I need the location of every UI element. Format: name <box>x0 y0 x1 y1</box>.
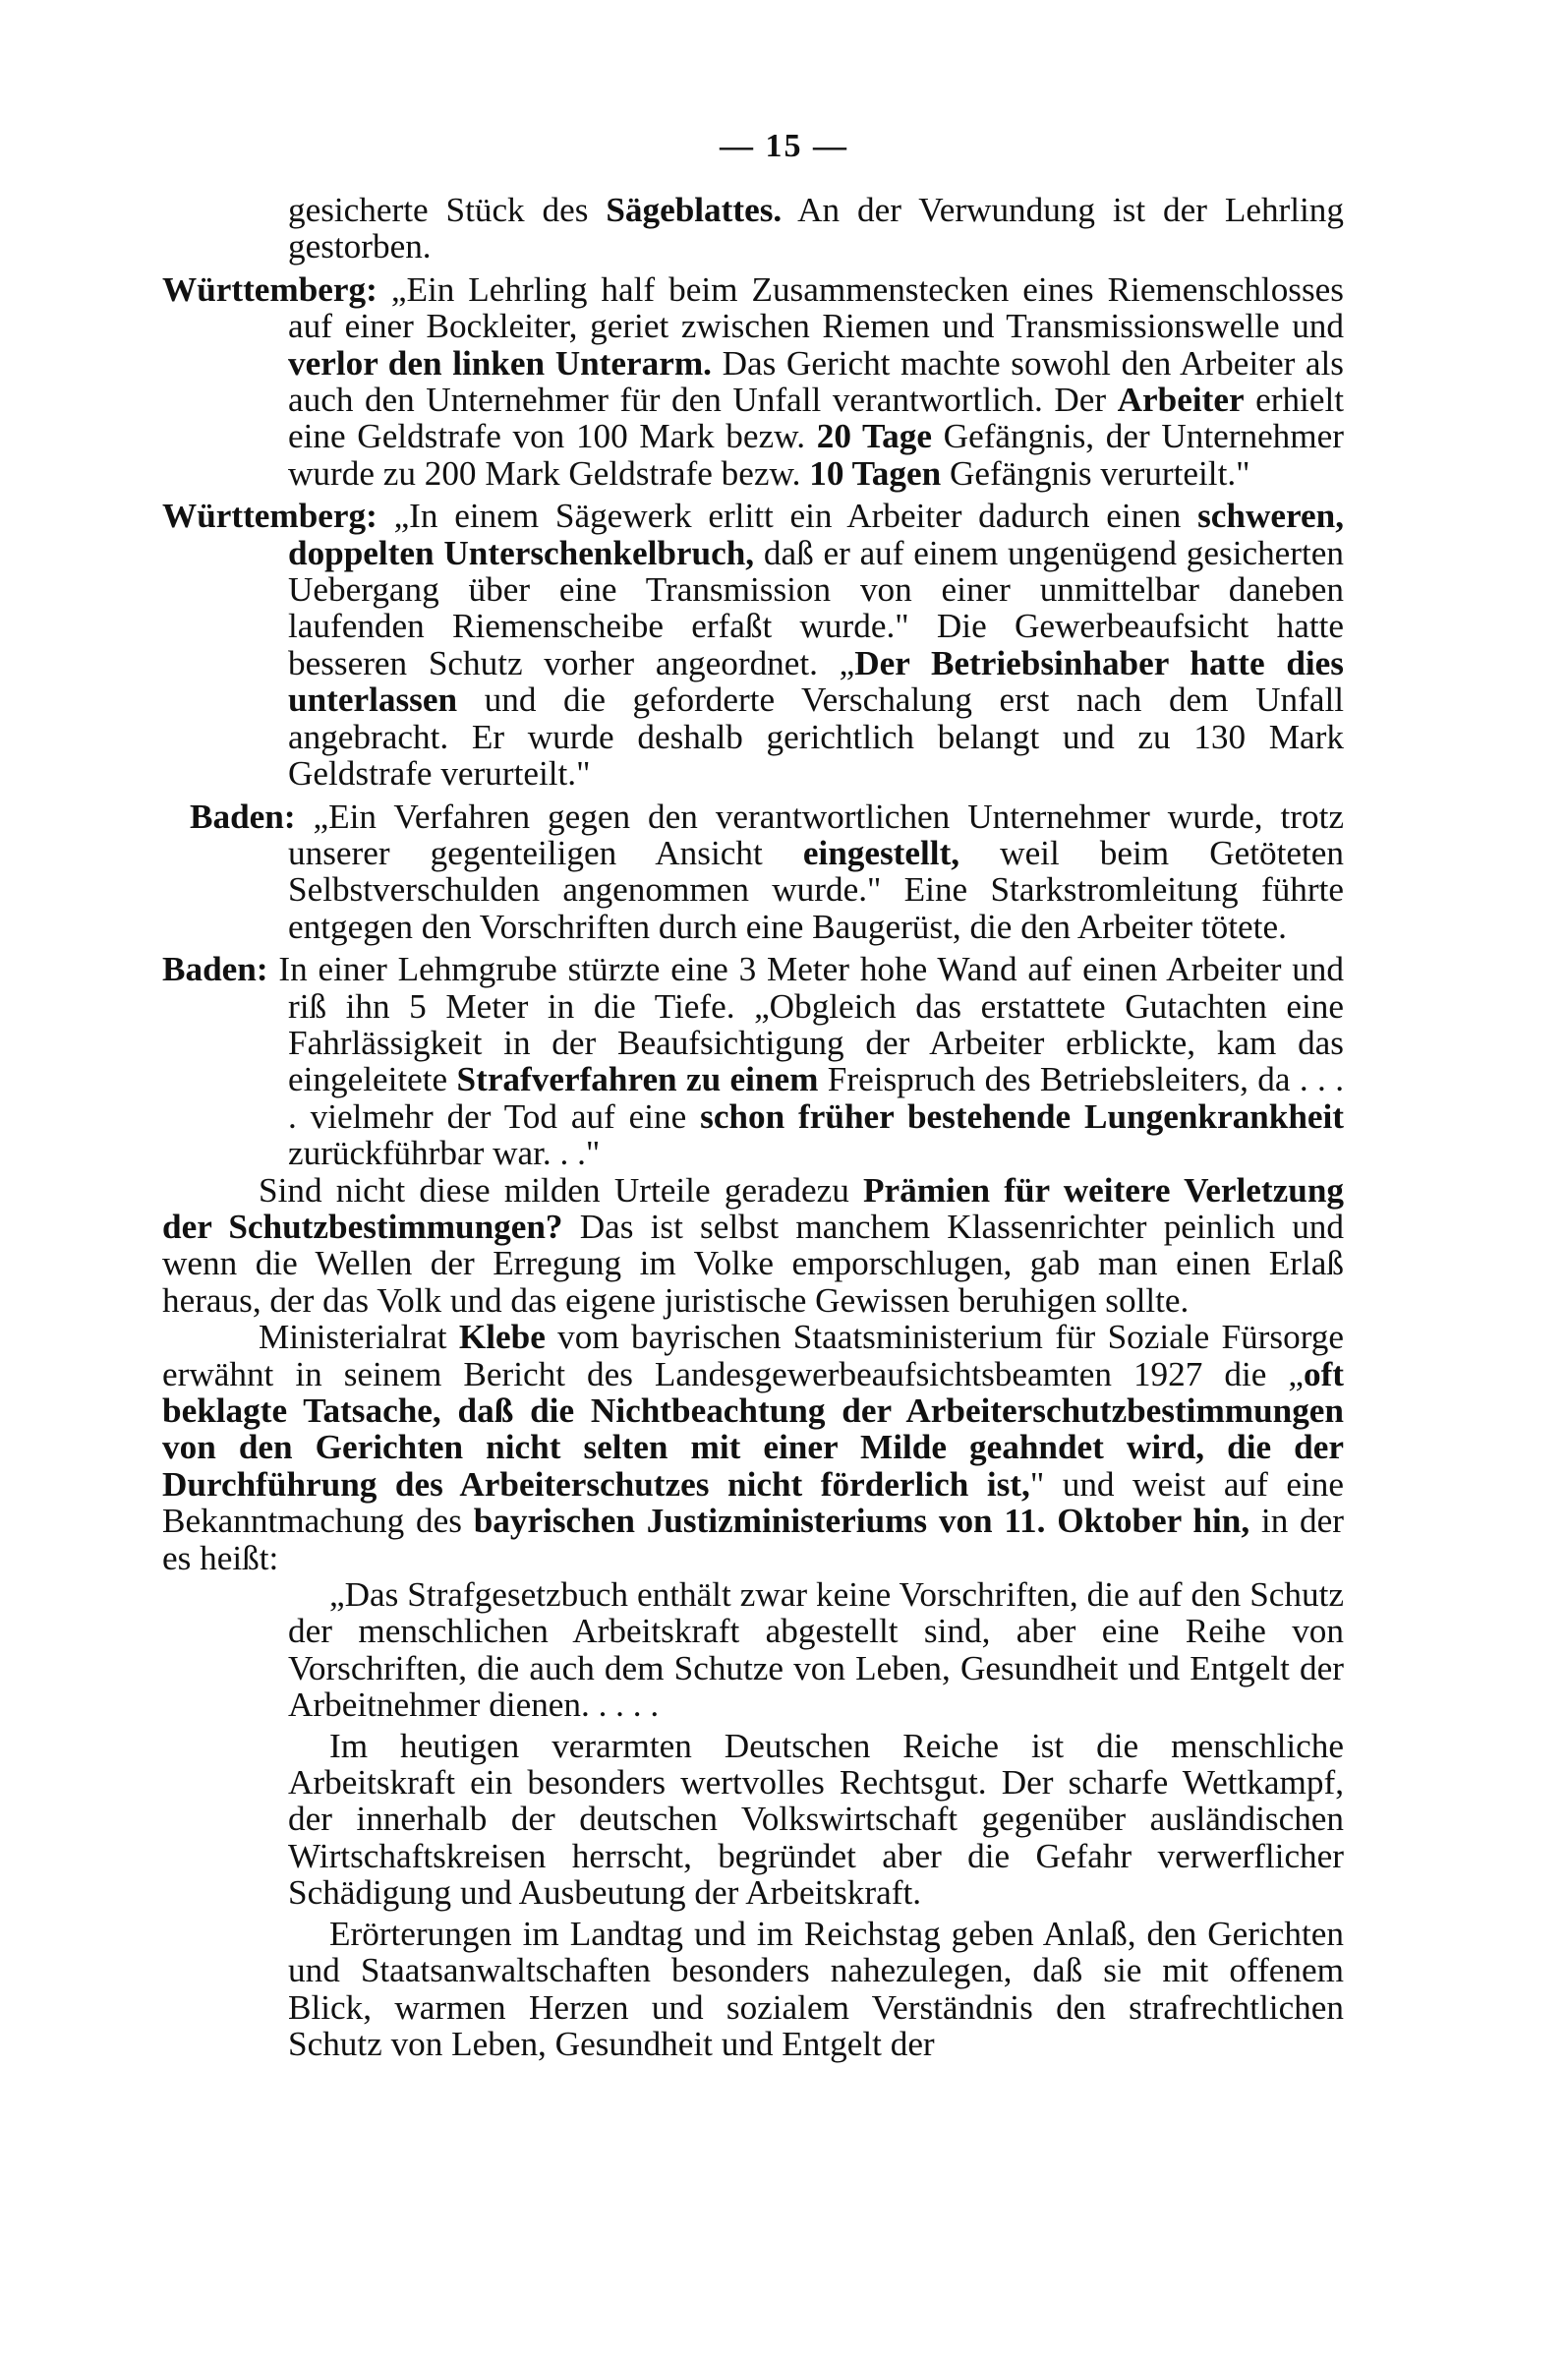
text-run: Gefängnis verurteilt." <box>941 453 1250 493</box>
emphasized-text: eingestellt, <box>802 833 960 872</box>
text-run: erhielt eine Geldstrafe von 100 Mark bezw. <box>288 381 1344 456</box>
page-number: — 15 — <box>720 128 848 164</box>
emphasized-text: Baden: <box>162 950 268 989</box>
paragraph <box>162 951 1344 1171</box>
text-run: „Ein Verfahren gegen den verantwortlichen Unternehmer wurde, trotz unserer gegenteiligen Ansicht <box>288 797 1344 872</box>
emphasized-text: schweren, doppelten Unterschenkelbruch, <box>288 497 1344 572</box>
paragraph <box>162 798 1344 946</box>
text-run: und die geforderte Verschalung erst nach dem Unfall angebracht. Er wurde deshalb gerichtlich belangt und zu 130 Mark Geldstrafe verurteilt." <box>288 680 1344 794</box>
text-run: Sind nicht diese milden Urteile geradezu <box>259 1170 864 1210</box>
emphasized-text: bayrischen Justizministeriums von 11. Oktober hin, <box>473 1502 1250 1541</box>
text-run: In einer Lehmgrube stürzte eine 3 Meter hohe Wand auf einen Arbeiter und riß ihn 5 Meter in die Tiefe. „Obgleich das erstattete Gutachten eine Fahrlässigkeit in der Beaufsichtigung der Arbeiter erblickte, kam das eingeleitete <box>267 950 1344 1099</box>
emphasized-text: 20 Tage <box>816 417 932 456</box>
emphasized-text: Strafverfahren zu einem <box>456 1060 819 1099</box>
text-run: „Das Strafgesetzbuch enthält zwar keine Vorschriften, die auf den Schutz der menschlichen Arbeitskraft abgestellt sind, aber eine Reihe von Vorschriften, die auch dem Schutze von Leben, Gesundheit und Entgelt der Arbeitnehmer dienen. . . . . <box>288 1575 1344 1725</box>
text-run: Freispruch des Betriebsleiters, da . . . . vielmehr der Tod auf eine <box>288 1060 1344 1136</box>
emphasized-text: Arbeiter <box>1117 381 1245 420</box>
text-run: vom bayrischen Staatsministerium für Soziale Fürsorge erwähnt in seinem Bericht des Landesgewerbeaufsichtsbeamten 1927 die „ <box>162 1318 1344 1393</box>
text-run: Im heutigen verarmten Deutschen Reiche ist die menschliche Arbeitskraft ein besonders wertvolles Rechtsgut. Der scharfe Wettkampf, der innerhalb der deutschen Volkswirtschaft gegenüber ausländischen Wirtschaftskreisen herrscht, begründet aber die Gefahr verwerflicher Schädigung und Ausbeutung der Arbeitskraft. <box>288 1726 1344 1913</box>
paragraph <box>162 1916 1344 2063</box>
text-run: Das ist selbst manchem Klassenrichter peinlich und wenn die Wellen der Erregung im Volke emporschlugen, gab man einen Erlaß heraus, der das Volk und das eigene juristische Gewissen beruhigen sollte. <box>162 1207 1344 1320</box>
body-text <box>162 192 1344 2062</box>
paragraph <box>162 192 1344 266</box>
paragraph <box>162 1172 1344 1320</box>
text-run: " und weist auf eine Bekanntmachung des <box>162 1464 1344 1541</box>
text-run: Erörterungen im Landtag und im Reichstag geben Anlaß, den Gerichten und Staatsanwaltschaften besonders nahezulegen, daß sie mit offenem Blick, warmen Herzen und sozialem Verständnis den strafrechtlichen Schutz von Leben, Gesundheit und Entgelt der <box>288 1914 1344 2063</box>
emphasized-text: Der Betriebsinhaber hatte dies unterlassen <box>288 643 1344 720</box>
text-run: weil beim Getöteten Selbstverschulden angenommen wurde." Eine Starkstromleitung führte entgegen den Vorschriften durch eine Baugerüst, die den Arbeiter tötete. <box>288 833 1344 946</box>
emphasized-text: Württemberg: <box>162 269 377 309</box>
paragraph <box>162 1728 1344 1912</box>
paragraph <box>162 1319 1344 1576</box>
paragraph <box>162 1576 1344 1724</box>
emphasized-text: Prämien für weitere Verletzung der Schutzbestimmungen? <box>162 1170 1344 1246</box>
emphasized-text: Sägeblattes. <box>606 191 783 229</box>
text-run: gesicherte Stück des <box>288 191 607 229</box>
text-run: in der es heißt: <box>162 1502 1344 1577</box>
text-run: Das Gericht machte sowohl den Arbeiter als auch den Unternehmer für den Unfall verantwortlich. Der <box>288 343 1344 420</box>
emphasized-text: oft beklagte Tatsache, daß die Nichtbeachtung der Arbeiterschutzbestimmungen von den Gerichten nicht selten mit einer Milde geahndet wird, die der Durchführung des Arbeiterschutzes nicht förderlich ist, <box>162 1354 1344 1504</box>
emphasized-text: Klebe <box>458 1318 546 1357</box>
text-run: daß er auf einem ungenügend gesicherten Uebergang über eine Transmission von einer unmittelbar daneben laufenden Riemenscheibe erfaßt wurde." Die Gewerbeaufsicht hatte besseren Schutz vorher angeordnet. „ <box>288 533 1345 682</box>
emphasized-text: verlor den linken Unterarm. <box>288 343 712 383</box>
paragraph <box>162 271 1344 492</box>
emphasized-text: Baden: <box>190 797 296 836</box>
emphasized-text: schon früher bestehende Lungenkrankheit <box>700 1096 1344 1136</box>
text-run: „In einem Sägewerk erlitt ein Arbeiter dadurch einen <box>377 497 1198 536</box>
text-run: Gefängnis, der Unternehmer wurde zu 200 Mark Geldstrafe bezw. <box>288 417 1344 493</box>
emphasized-text: Württemberg: <box>162 497 377 536</box>
text-run: Ministerialrat <box>259 1318 459 1357</box>
text-run: zurückführbar war. . ." <box>288 1134 601 1173</box>
text-run: An der Verwundung ist der Lehrling gestorben. <box>288 191 1344 266</box>
text-run: „Ein Lehrling half beim Zusammenstecken eines Riemenschlosses auf einer Bockleiter, geriet zwischen Riemen und Transmissionswelle und <box>288 269 1344 346</box>
emphasized-text: 10 Tagen <box>809 453 942 493</box>
paragraph <box>162 498 1344 792</box>
